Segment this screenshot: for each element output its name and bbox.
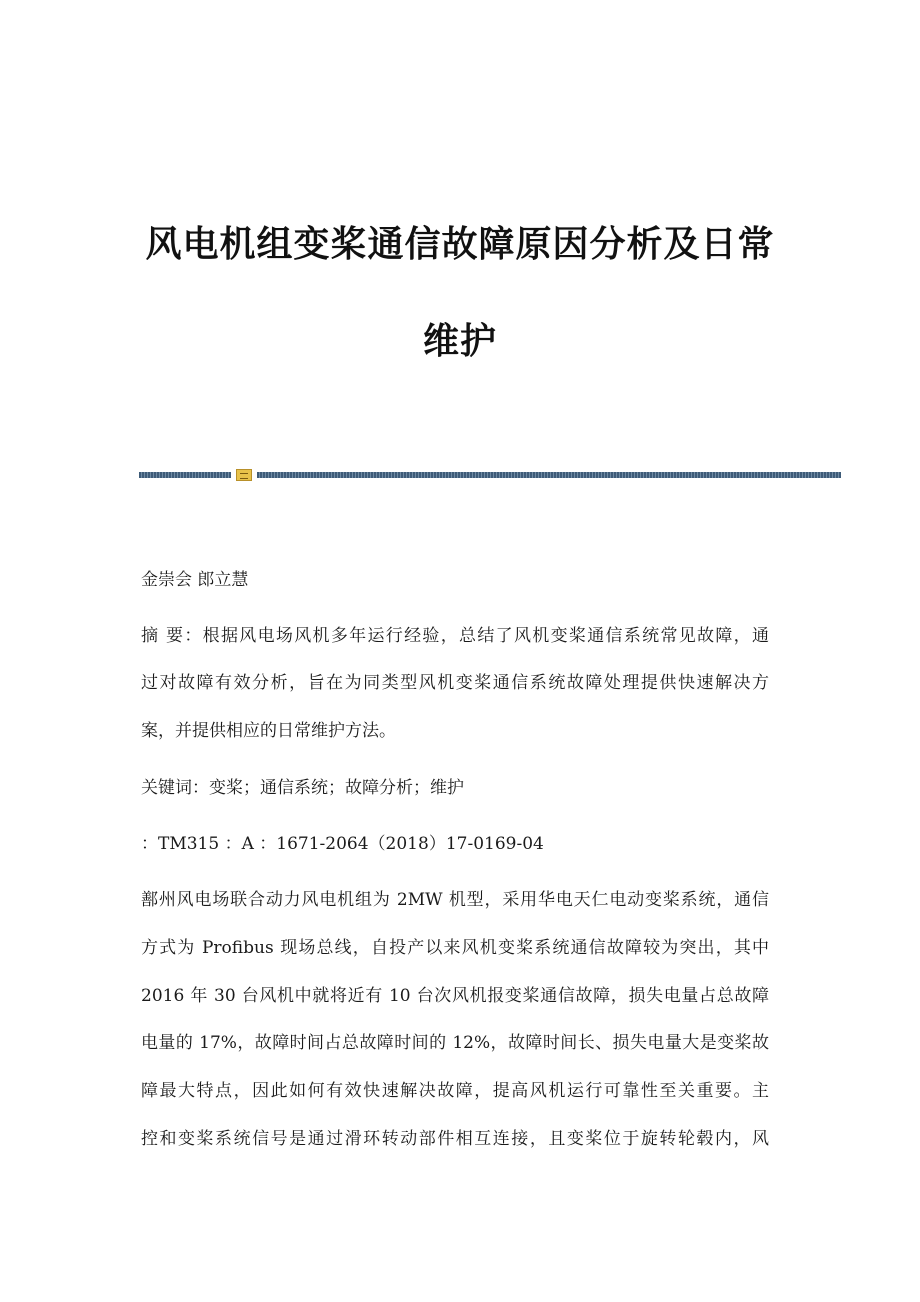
keywords: 关键词：变桨；通信系统；故障分析；维护: [141, 778, 464, 798]
divider-bar-right: [257, 472, 841, 478]
body-line-2: 方式为 Profibus 现场总线，自投产以来风机变桨系统通信故障较为突出，其中: [141, 938, 769, 958]
authors: 金崇会 郎立慧: [141, 570, 249, 590]
body-line-1: 鄯州风电场联合动力风电机组为 2MW 机型，采用华电天仁电动变桨系统，通信: [141, 890, 769, 910]
abstract-line-2: 过对故障有效分析，旨在为同类型风机变桨通信系统故障处理提供快速解决方: [141, 673, 769, 693]
title-divider: [139, 469, 841, 481]
page-title-line-1: 风电机组变桨通信故障原因分析及日常: [145, 224, 775, 265]
divider-emblem-icon: [236, 469, 252, 481]
body-line-3: 2016 年 30 台风机中就将近有 10 台次风机报变桨通信故障，损失电量占总故障: [141, 986, 769, 1006]
body-line-4: 电量的 17%，故障时间占总故障时间的 12%，故障时间长、损失电量大是变桨故: [141, 1033, 769, 1053]
body-line-6: 控和变桨系统信号是通过滑环转动部件相互连接，且变桨位于旋转轮毂内，风: [141, 1129, 769, 1149]
page-title-line-2: 维护: [422, 321, 497, 362]
body-line-5: 障最大特点，因此如何有效快速解决故障，提高风机运行可靠性至关重要。主: [141, 1081, 769, 1101]
divider-bar-left: [139, 472, 231, 478]
abstract-line-3: 案，并提供相应的日常维护方法。: [141, 721, 396, 741]
abstract-line-1: 摘 要：根据风电场风机多年运行经验，总结了风机变桨通信系统常见故障，通: [141, 626, 769, 646]
classification-line: ：TM315 ：A ：1671-2064（2018）17-0169-04: [141, 834, 544, 854]
